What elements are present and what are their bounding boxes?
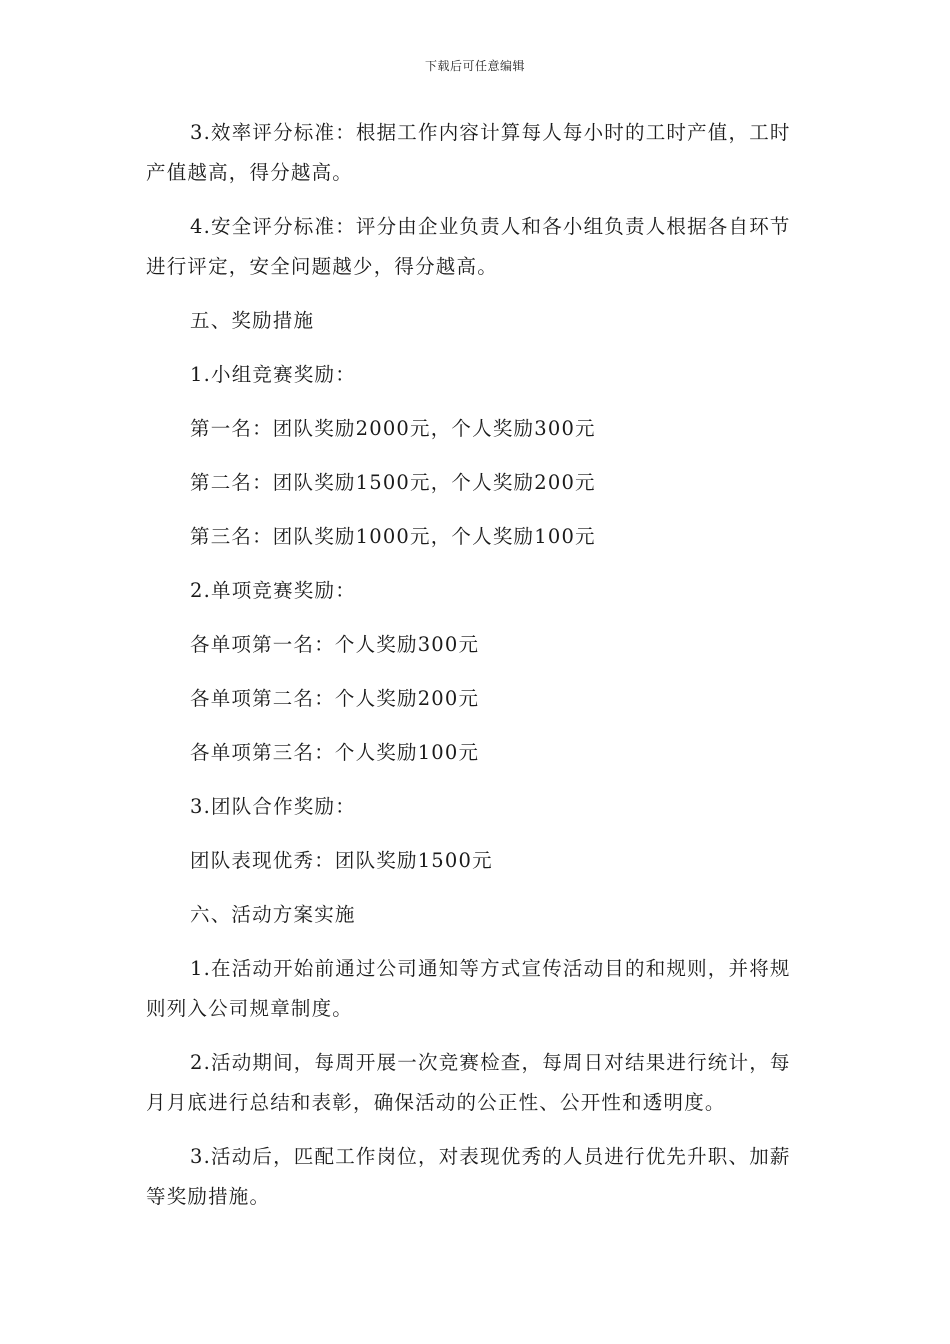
page-header: 下载后可任意编辑 [424, 59, 525, 73]
section-heading-rewards: 五、奖励措施 [190, 309, 315, 332]
paragraph-implementation-1: 1.在活动开始前通过公司通知等方式宣传活动目的和规则，并将规则列入公司规章制度。 [146, 957, 791, 1020]
subheading-group-competition: 1.小组竞赛奖励： [190, 363, 356, 386]
list-item-first-place: 第一名：团队奖励2000元，个人奖励300元 [190, 417, 596, 440]
subheading-team-cooperation: 3.团队合作奖励： [190, 795, 356, 818]
paragraph-efficiency-criteria: 3.效率评分标准：根据工作内容计算每人每小时的工时产值，工时产值越高，得分越高。 [146, 121, 791, 184]
section-heading-implementation: 六、活动方案实施 [190, 903, 356, 926]
subheading-individual-competition: 2.单项竞赛奖励： [190, 579, 356, 602]
list-item-second-place: 第二名：团队奖励1500元，个人奖励200元 [190, 471, 596, 494]
list-item-third-place: 第三名：团队奖励1000元，个人奖励100元 [190, 525, 596, 548]
list-item-individual-first: 各单项第一名：个人奖励300元 [190, 633, 480, 656]
list-item-individual-second: 各单项第二名：个人奖励200元 [190, 687, 480, 710]
paragraph-safety-criteria: 4.安全评分标准：评分由企业负责人和各小组负责人根据各自环节进行评定，安全问题越少，得分越高。 [146, 215, 791, 278]
paragraph-implementation-2: 2.活动期间，每周开展一次竞赛检查，每周日对结果进行统计，每月月底进行总结和表彰，确保活动的公正性、公开性和透明度。 [146, 1051, 791, 1114]
paragraph-implementation-3: 3.活动后，匹配工作岗位，对表现优秀的人员进行优先升职、加薪等奖励措施。 [146, 1145, 791, 1208]
list-item-team-excellent: 团队表现优秀：团队奖励1500元 [190, 849, 493, 872]
list-item-individual-third: 各单项第三名：个人奖励100元 [190, 741, 480, 764]
document-body [146, 113, 806, 1231]
